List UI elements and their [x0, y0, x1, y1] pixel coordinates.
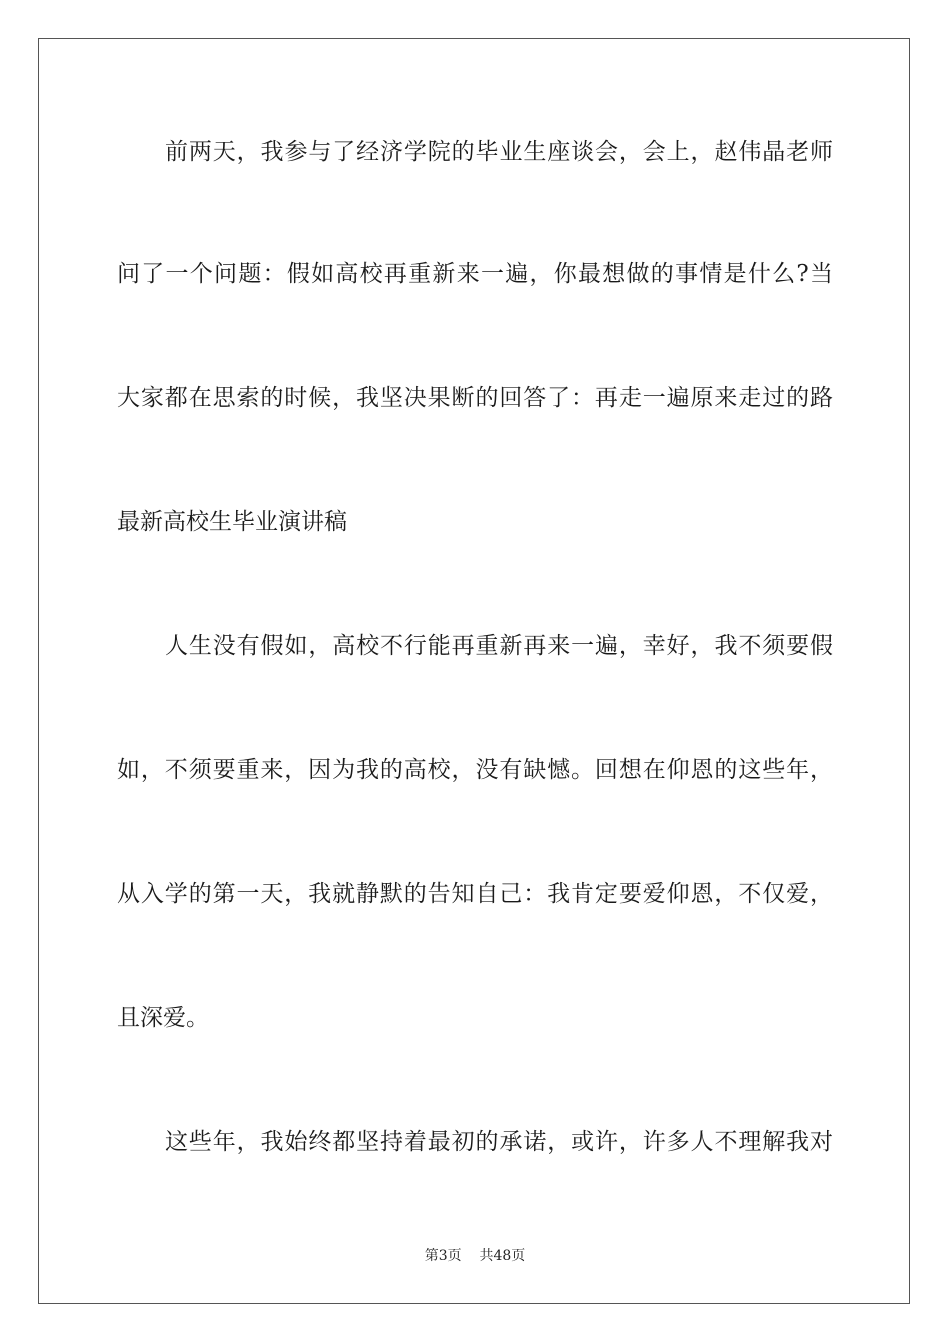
body-line-6: 如，不须要重来，因为我的高校，没有缺憾。回想在仰恩的这些年，: [117, 757, 833, 783]
body-line-9: 这些年，我始终都坚持着最初的承诺，或许，许多人不理解我对: [165, 1129, 833, 1155]
page-total: 共48页: [479, 1248, 526, 1264]
body-line-5: 人生没有假如，高校不行能再重新再来一遍，幸好，我不须要假: [165, 633, 833, 659]
body-line-2: 问了一个问题：假如高校再重新来一遍，你最想做的事情是什么?当: [117, 261, 833, 287]
page-number: 第3页: [424, 1248, 462, 1264]
body-line-3: 大家都在思索的时候，我坚决果断的回答了：再走一遍原来走过的路: [117, 385, 833, 411]
body-line-4-title: 最新高校生毕业演讲稿: [117, 509, 347, 535]
body-line-8: 且深爱。: [117, 1005, 209, 1031]
page-footer: [0, 1246, 950, 1266]
body-line-7: 从入学的第一天，我就静默的告知自己：我肯定要爱仰恩，不仅爱，: [117, 881, 833, 907]
page-border: [38, 38, 910, 1304]
body-line-1: 前两天，我参与了经济学院的毕业生座谈会，会上，赵伟晶老师: [165, 139, 833, 165]
